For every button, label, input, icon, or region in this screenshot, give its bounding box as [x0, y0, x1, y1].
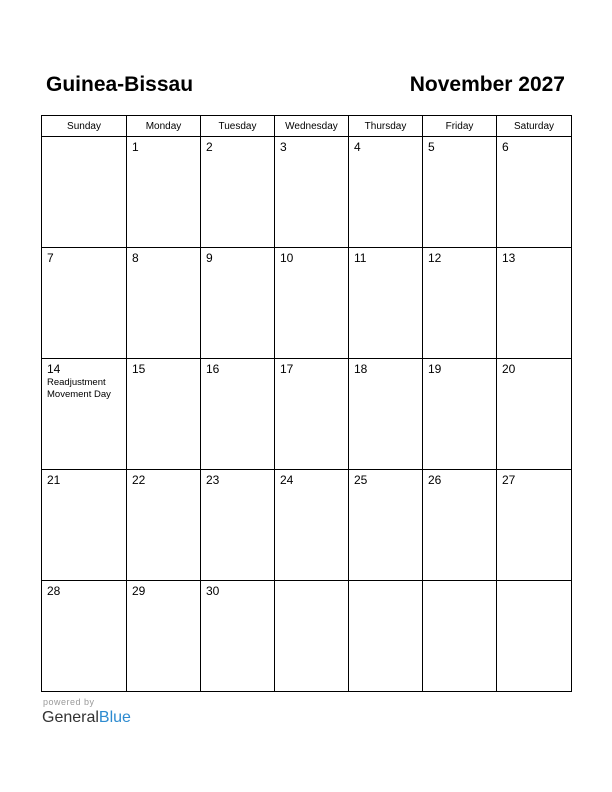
powered-by-label: powered by: [43, 697, 95, 707]
day-number: 29: [132, 584, 146, 598]
weekday-friday: Friday: [423, 116, 497, 137]
weekday-monday: Monday: [127, 116, 201, 137]
day-number: [497, 581, 571, 584]
day-cell: [275, 248, 349, 359]
weekday-header-row: [42, 116, 572, 137]
day-cell: [127, 581, 201, 692]
day-number: 12: [428, 251, 442, 265]
weekday-saturday: Saturday: [497, 116, 572, 137]
day-cell: [423, 248, 497, 359]
weekday-thursday: Thursday: [349, 116, 423, 137]
day-cell: [423, 359, 497, 470]
day-cell: [349, 359, 423, 470]
week-row: [42, 470, 572, 581]
week-row: [42, 359, 572, 470]
day-cell: [201, 470, 275, 581]
day-number: 10: [280, 251, 294, 265]
day-cell: [497, 581, 572, 692]
week-row: [42, 137, 572, 248]
day-cell: [497, 470, 572, 581]
day-number: 6: [502, 140, 509, 154]
day-number: 13: [502, 251, 516, 265]
generalblue-logo[interactable]: [42, 709, 131, 727]
day-number: 17: [280, 362, 294, 376]
day-number: 14: [47, 362, 61, 376]
day-number: [423, 581, 496, 584]
day-number: 15: [132, 362, 146, 376]
day-cell: [42, 470, 127, 581]
day-cell: [42, 581, 127, 692]
brand-blue: Blue: [98, 709, 131, 726]
day-number: 19: [428, 362, 442, 376]
day-number: 20: [502, 362, 516, 376]
day-number: 3: [280, 140, 287, 154]
day-cell: [127, 470, 201, 581]
day-cell: [275, 470, 349, 581]
calendar-grid: [41, 115, 572, 692]
day-number: [349, 581, 422, 584]
day-cell: [201, 359, 275, 470]
week-row: [42, 248, 572, 359]
month-year-title: November 2027: [409, 73, 565, 96]
day-number: 21: [47, 473, 61, 487]
day-cell: [275, 359, 349, 470]
day-number: [275, 581, 348, 584]
day-cell: [349, 248, 423, 359]
day-cell: [423, 470, 497, 581]
day-cell: [423, 137, 497, 248]
day-number: 5: [428, 140, 435, 154]
day-cell: [127, 359, 201, 470]
day-cell: [423, 581, 497, 692]
day-cell: [497, 359, 572, 470]
day-cell: [349, 137, 423, 248]
day-cell: [201, 581, 275, 692]
weekday-tuesday: Tuesday: [201, 116, 275, 137]
day-number: 30: [206, 584, 220, 598]
day-cell: [349, 581, 423, 692]
day-cell: [127, 137, 201, 248]
day-number: 28: [47, 584, 61, 598]
day-number: 23: [206, 473, 220, 487]
day-cell: [42, 137, 127, 248]
day-number: 22: [132, 473, 146, 487]
day-number: 11: [354, 251, 367, 265]
day-cell: [201, 137, 275, 248]
day-number: [42, 137, 126, 140]
day-number: 1: [132, 140, 139, 154]
week-row: [42, 581, 572, 692]
day-cell: [127, 248, 201, 359]
day-cell: [201, 248, 275, 359]
day-cell: [497, 248, 572, 359]
holiday-label: Readjustment Movement Day: [47, 377, 111, 400]
day-number: 26: [428, 473, 442, 487]
day-number: 27: [502, 473, 516, 487]
day-cell: [275, 137, 349, 248]
day-cell: [349, 470, 423, 581]
day-number: 8: [132, 251, 139, 265]
day-number: 16: [206, 362, 220, 376]
day-number: 4: [354, 140, 361, 154]
day-number: 25: [354, 473, 368, 487]
brand-general: General: [42, 709, 99, 726]
day-number: 2: [206, 140, 213, 154]
day-number: 18: [354, 362, 368, 376]
day-number: 7: [47, 251, 54, 265]
day-cell: [275, 581, 349, 692]
day-cell: [42, 359, 127, 470]
day-cell: [42, 248, 127, 359]
day-number: 9: [206, 251, 213, 265]
day-number: 24: [280, 473, 294, 487]
country-title: Guinea-Bissau: [46, 73, 194, 96]
weekday-sunday: Sunday: [42, 116, 127, 137]
weekday-wednesday: Wednesday: [275, 116, 349, 137]
day-cell: [497, 137, 572, 248]
